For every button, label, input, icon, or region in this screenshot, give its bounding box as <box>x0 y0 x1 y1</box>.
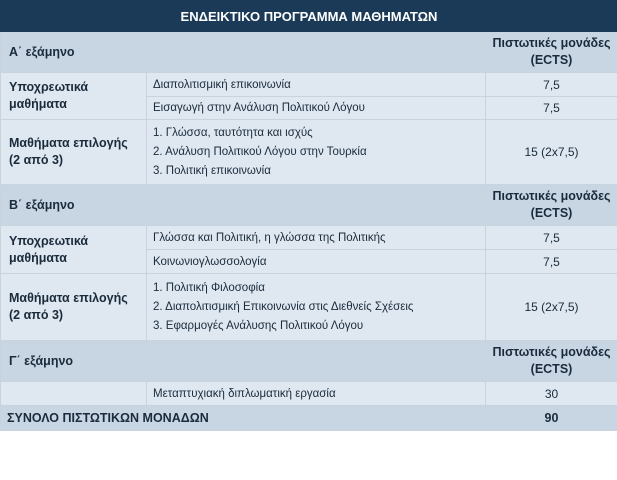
elective-item: 1. Πολιτική Φιλοσοφία <box>153 281 265 294</box>
table-row <box>1 274 617 341</box>
course-ects: 7,5 <box>486 226 617 250</box>
table-row <box>1 120 617 185</box>
total-row <box>1 406 617 431</box>
semester-b-header <box>1 185 617 226</box>
course-ects: 7,5 <box>486 97 617 120</box>
ects-header: Πιστωτικές μονάδες (ECTS) <box>486 185 617 226</box>
table-row <box>1 382 617 406</box>
electives-ects: 15 (2x7,5) <box>486 120 617 185</box>
thesis-name: Μεταπτυχιακή διπλωματική εργασία <box>147 382 486 406</box>
table-row <box>1 73 617 97</box>
total-label: ΣΥΝΟΛΟ ΠΙΣΤΩΤΙΚΩΝ ΜΟΝΑΔΩΝ <box>1 406 486 431</box>
electives-list <box>147 274 486 341</box>
table-title: ΕΝΔΕΙΚΤΙΚΟ ΠΡΟΓΡΑΜΜΑ ΜΑΘΗΜΑΤΩΝ <box>1 1 617 32</box>
title-row <box>1 1 617 32</box>
empty-cell <box>1 382 147 406</box>
table-row <box>1 226 617 250</box>
electives-list <box>147 120 486 185</box>
course-ects: 7,5 <box>486 73 617 97</box>
elective-item: 2. Διαπολιτισμική Επικοινωνία στις Διεθνείς Σχέσεις <box>153 300 414 313</box>
electives-label: Μαθήματα επιλογής (2 από 3) <box>1 120 147 185</box>
electives-label: Μαθήματα επιλογής (2 από 3) <box>1 274 147 341</box>
ects-header: Πιστωτικές μονάδες (ECTS) <box>486 341 617 382</box>
required-label: Υποχρεωτικά μαθήματα <box>1 226 147 274</box>
semester-c-label: Γ΄ εξάμηνο <box>1 341 486 382</box>
elective-item: 2. Ανάλυση Πολιτικού Λόγου στην Τουρκία <box>153 145 367 158</box>
required-label: Υποχρεωτικά μαθήματα <box>1 73 147 120</box>
semester-b-label: Β΄ εξάμηνο <box>1 185 486 226</box>
elective-item: 3. Πολιτική επικοινωνία <box>153 164 271 177</box>
electives-ects: 15 (2x7,5) <box>486 274 617 341</box>
elective-item: 1. Γλώσσα, ταυτότητα και ισχύς <box>153 126 313 139</box>
ects-header: Πιστωτικές μονάδες (ECTS) <box>486 32 617 73</box>
course-name: Κοινωνιογλωσσολογία <box>147 250 486 274</box>
total-value: 90 <box>486 406 617 431</box>
semester-a-header <box>1 32 617 73</box>
semester-a-label: Α΄ εξάμηνο <box>1 32 486 73</box>
elective-item: 3. Εφαρμογές Ανάλυσης Πολιτικού Λόγου <box>153 319 364 332</box>
course-name: Διαπολιτισμική επικοινωνία <box>147 73 486 97</box>
course-name: Εισαγωγή στην Ανάλυση Πολιτικού Λόγου <box>147 97 486 120</box>
thesis-ects: 30 <box>486 382 617 406</box>
course-ects: 7,5 <box>486 250 617 274</box>
semester-c-header <box>1 341 617 382</box>
course-name: Γλώσσα και Πολιτική, η γλώσσα της Πολιτικής <box>147 226 486 250</box>
